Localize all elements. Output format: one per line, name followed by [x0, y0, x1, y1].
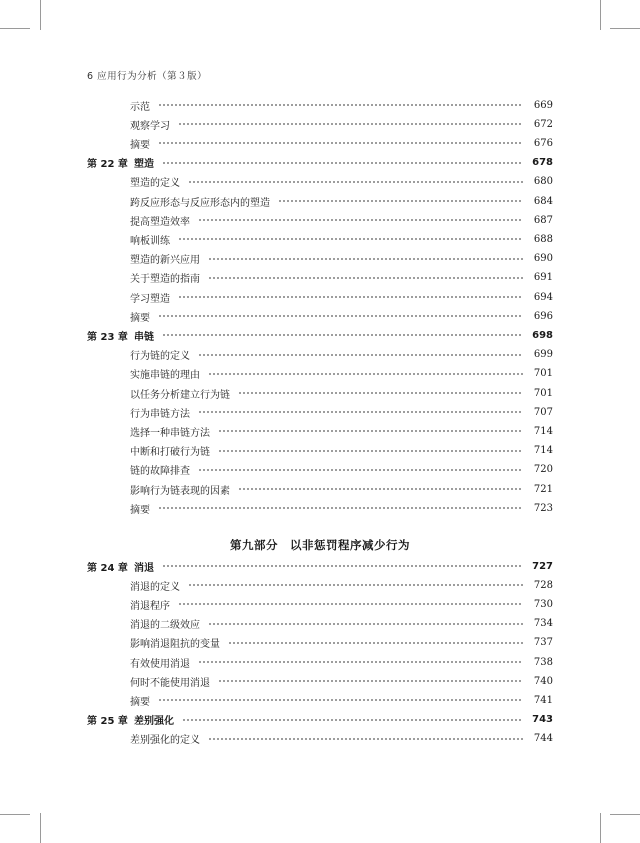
dot-leader: [158, 315, 523, 318]
toc-section-row[interactable]: [87, 672, 553, 690]
chapter-title: 消退: [134, 562, 154, 574]
crop-mark-top-left-h: [0, 28, 30, 29]
section-title: 观察学习: [130, 120, 170, 132]
chapter-number: 第 25 章: [87, 716, 128, 728]
toc-section-row[interactable]: [87, 96, 553, 114]
section-title: 选择一种串链方法: [130, 427, 210, 439]
toc-section-row[interactable]: [87, 250, 553, 268]
page-number: 698: [532, 329, 553, 341]
page-number: 678: [532, 157, 553, 169]
toc-section-row[interactable]: [87, 403, 553, 421]
section-title: 消退程序: [130, 600, 170, 612]
toc-chapter-row[interactable]: [87, 557, 553, 575]
crop-mark-bottom-left-v: [40, 813, 41, 843]
page-number: 691: [533, 272, 553, 284]
dot-leader: [238, 392, 523, 395]
section-title: 响板训练: [130, 235, 170, 247]
dot-leader: [162, 334, 523, 337]
page-number: 714: [533, 425, 553, 437]
dot-leader: [278, 200, 523, 203]
section-title: 摘要: [130, 696, 150, 708]
dot-leader: [158, 699, 523, 702]
page-number: 688: [533, 233, 553, 245]
toc-section-row[interactable]: [87, 442, 553, 460]
toc-section-row[interactable]: [87, 730, 553, 748]
toc-section-row[interactable]: [87, 230, 553, 248]
chapter-title: 串链: [134, 331, 154, 343]
page-number: 714: [533, 445, 553, 457]
chapter-title: 差别强化: [134, 716, 174, 728]
dot-leader: [182, 718, 523, 721]
page-number: 721: [533, 483, 553, 495]
dot-leader: [188, 584, 523, 587]
toc-section-row[interactable]: [87, 634, 553, 652]
page-number: 676: [533, 137, 553, 149]
toc-section-row[interactable]: [87, 384, 553, 402]
section-title: 提高塑造效率: [130, 216, 190, 228]
section-title: 摘要: [130, 312, 150, 324]
section-title: 摘要: [130, 139, 150, 151]
section-title: 塑造的新兴应用: [130, 255, 200, 267]
crop-mark-bottom-right-v: [600, 813, 601, 843]
dot-leader: [178, 123, 523, 126]
page-number: 738: [533, 656, 553, 668]
toc-section-row[interactable]: [87, 211, 553, 229]
dot-leader: [158, 104, 523, 107]
dot-leader: [178, 296, 523, 299]
section-title: 示范: [130, 101, 150, 113]
toc-section-row[interactable]: [87, 115, 553, 133]
toc-section-row[interactable]: [87, 576, 553, 594]
page-number: 669: [533, 99, 553, 111]
dot-leader: [198, 353, 523, 356]
section-title: 摘要: [130, 504, 150, 516]
toc-section-row[interactable]: [87, 461, 553, 479]
section-title: 中断和打破行为链: [130, 447, 210, 459]
section-title: 跨反应形态与反应形态内的塑造: [130, 197, 270, 209]
section-title: 行为链的定义: [130, 351, 190, 363]
page-number: 687: [533, 214, 553, 226]
dot-leader: [178, 238, 523, 241]
page-number: 730: [533, 598, 553, 610]
section-title: 何时不能使用消退: [130, 677, 210, 689]
toc-section-row[interactable]: [87, 269, 553, 287]
dot-leader: [188, 180, 523, 183]
dot-leader: [198, 219, 523, 222]
running-head: 6 应用行为分析（第３版）: [87, 71, 208, 82]
page-number: 701: [533, 387, 553, 399]
page-number: 737: [533, 637, 553, 649]
page-number: 672: [533, 118, 553, 130]
chapter-number: 第 24 章: [87, 562, 128, 574]
dot-leader: [158, 507, 523, 510]
dot-leader: [178, 603, 523, 606]
dot-leader: [208, 372, 523, 375]
page-number: 690: [533, 253, 553, 265]
dot-leader: [218, 680, 523, 683]
dot-leader: [162, 161, 523, 164]
page-number: 680: [533, 176, 553, 188]
toc-chapter-row[interactable]: [87, 711, 553, 729]
section-title: 塑造的定义: [130, 178, 180, 190]
toc-chapter-row[interactable]: [87, 326, 553, 344]
section-title: 实施串链的理由: [130, 370, 200, 382]
page-number: 684: [533, 195, 553, 207]
toc-section-row[interactable]: [87, 653, 553, 671]
section-title: 差别强化的定义: [130, 735, 200, 747]
section-title: 有效使用消退: [130, 658, 190, 670]
section-title: 关于塑造的指南: [130, 274, 200, 286]
toc-section-row[interactable]: [87, 307, 553, 325]
toc-section-row[interactable]: [87, 595, 553, 613]
toc-section-row[interactable]: [87, 346, 553, 364]
crop-mark-bottom-right-h: [610, 814, 640, 815]
toc-section-row[interactable]: [87, 173, 553, 191]
page-number: 699: [533, 349, 553, 361]
dot-leader: [228, 641, 523, 644]
section-title: 影响行为链表现的因素: [130, 485, 230, 497]
page-number: 741: [533, 694, 553, 706]
crop-mark-top-left-v: [40, 0, 41, 30]
section-title: 学习塑造: [130, 293, 170, 305]
crop-mark-top-right-h: [610, 28, 640, 29]
chapter-number: 第 22 章: [87, 159, 128, 171]
page-number: 707: [533, 406, 553, 418]
dot-leader: [208, 257, 523, 260]
section-title: 链的故障排查: [130, 466, 190, 478]
page-number: 744: [533, 733, 553, 745]
section-title: 行为串链方法: [130, 408, 190, 420]
page-number: 740: [533, 675, 553, 687]
dot-leader: [208, 622, 523, 625]
page-number: 743: [532, 714, 553, 726]
part-heading: 第九部分 以非惩罚程序减少行为: [230, 538, 410, 552]
section-title: 以任务分析建立行为链: [130, 389, 230, 401]
page-number: 734: [533, 618, 553, 630]
toc-section-row[interactable]: [87, 691, 553, 709]
crop-mark-bottom-left-h: [0, 814, 30, 815]
dot-leader: [198, 661, 523, 664]
toc-section-row[interactable]: [87, 288, 553, 306]
page-number: 727: [532, 560, 553, 572]
section-title: 消退的二级效应: [130, 620, 200, 632]
page-number: 720: [533, 464, 553, 476]
crop-mark-top-right-v: [600, 0, 601, 30]
toc-section-row[interactable]: [87, 422, 553, 440]
dot-leader: [218, 430, 523, 433]
page-number: 701: [533, 368, 553, 380]
page-number: 694: [533, 291, 553, 303]
toc-section-row[interactable]: [87, 192, 553, 210]
toc-section-row[interactable]: [87, 615, 553, 633]
dot-leader: [208, 737, 523, 740]
page-number: 696: [533, 310, 553, 322]
page-number: 723: [533, 502, 553, 514]
dot-leader: [158, 142, 523, 145]
dot-leader: [238, 488, 523, 491]
toc-section-row[interactable]: [87, 499, 553, 517]
dot-leader: [198, 468, 523, 471]
toc-section-row[interactable]: [87, 480, 553, 498]
chapter-title: 塑造: [134, 159, 154, 171]
toc-chapter-row[interactable]: [87, 154, 553, 172]
dot-leader: [198, 411, 523, 414]
toc-section-row[interactable]: [87, 134, 553, 152]
chapter-number: 第 23 章: [87, 331, 128, 343]
dot-leader: [208, 276, 523, 279]
dot-leader: [218, 449, 523, 452]
toc-section-row[interactable]: [87, 365, 553, 383]
section-title: 消退的定义: [130, 581, 180, 593]
section-title: 影响消退阻抗的变量: [130, 639, 220, 651]
dot-leader: [162, 565, 523, 568]
page-number: 728: [533, 579, 553, 591]
